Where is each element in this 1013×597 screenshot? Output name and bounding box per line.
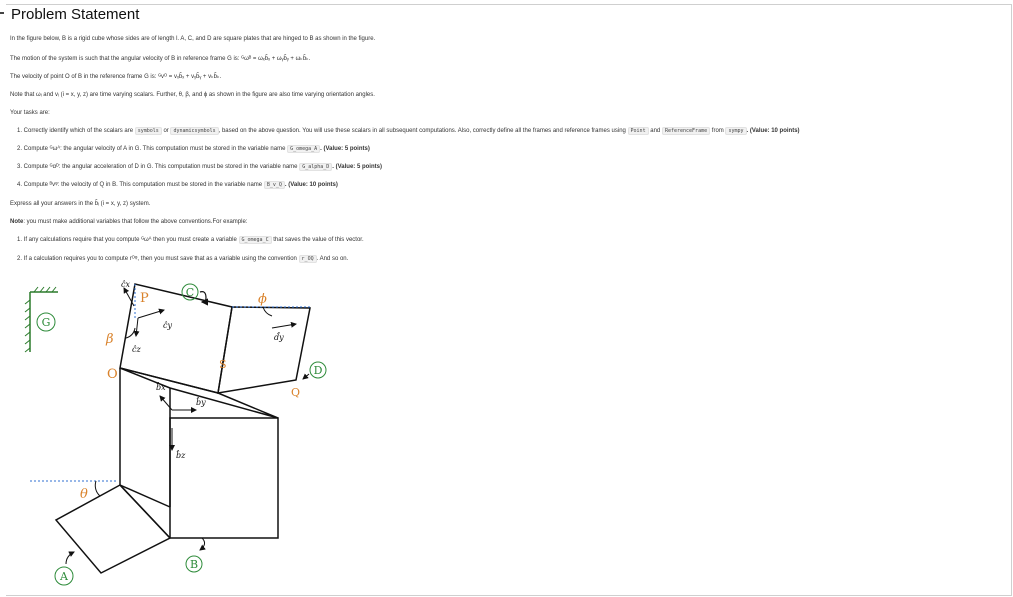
vector-by-label: b̂y (196, 398, 206, 407)
task-3: 3. Compute ᴳαᴰ: the angular acceleration of D in G. This computation must be stored in the variable name G_alpha_D . (Value: 5 points) (17, 164, 382, 170)
plate-d (218, 307, 310, 393)
paragraph-5: Your tasks are: (10, 110, 50, 116)
label-s: S (219, 358, 227, 371)
paragraph-2: The motion of the system is such that the angular velocity of B in reference frame G is: ᴳωᴮ = ωₓb̂ₓ + ωᵧb̂ᵧ + ωₖb̂ₖ. (10, 56, 311, 62)
cube-b (120, 368, 278, 538)
section-marker (0, 12, 4, 14)
vector-bx-label: b̂x (156, 383, 166, 392)
label-b: B (189, 558, 199, 571)
label-theta: θ (80, 487, 88, 502)
plate-a (56, 485, 170, 573)
paragraph-4: Note that ωᵢ and vᵢ (i = x, y, z) are time varying scalars. Further, θ, β, and ϕ as shown in the figure are also time varying orientation angles. (10, 92, 375, 98)
label-c: C (185, 286, 195, 299)
vector-dy-arrow (272, 324, 296, 328)
vector-cy-arrow (138, 310, 164, 318)
label-phi: ϕ (258, 292, 267, 307)
vector-cz-arrow (136, 318, 138, 336)
code-r-oq: r_OQ (299, 255, 317, 263)
note-1: 1. If any calculations require that you compute ᴳωᴬ then you must create a variable G_omega_C that saves the value of this vector. (17, 237, 364, 243)
task-2: 2. Compute ᴳωᴬ: the angular velocity of A in G. This computation must be stored in the variable name G_omega_A . (Value: 5 points) (17, 146, 370, 152)
label-q: Q (291, 386, 301, 399)
note-line: Note: you must make additional variables that follow the above conventions.For example: (10, 219, 248, 225)
a-leader (66, 552, 74, 564)
code-sympy: sympy (725, 127, 746, 135)
code-referenceframe: ReferenceFrame (662, 127, 710, 135)
plate-c (120, 284, 232, 393)
express-line: Express all your answers in the b̂ᵢ (i = x, y, z) system. (10, 201, 151, 207)
d-leader (303, 374, 309, 379)
label-beta: β (106, 332, 114, 347)
code-symbols: symbols (135, 127, 162, 135)
note-2: 2. If a calculation requires you to compute rᴼᵠ, then you must save that as a variable using the convention r_OQ . And so on. (17, 256, 349, 262)
task-1: 1. Correctly identify which of the scalars are symbols or dynamicsymbols , based on the above question. You will use these scalars in all subsequent computations. Also, correctly define all the frames and reference frames using Point and ReferenceFrame from sympy . (Value: 10 points) (17, 128, 800, 134)
vector-bz-label: b̂z (176, 451, 186, 460)
label-a: A (60, 570, 68, 583)
code-point: Point (628, 127, 649, 135)
code-g-omega-c: G_omega_C (239, 236, 272, 244)
phi-arc (263, 307, 272, 316)
vector-cy-label: ĉy (163, 321, 172, 330)
page-title: Problem Statement (11, 6, 140, 23)
task-4: 4. Compute ᴮvᵠ: the velocity of Q in B. This computation must be stored in the variable name B_v_Q . (Value: 10 points) (17, 182, 338, 188)
code-g-alpha-d: G_alpha_D (299, 163, 332, 171)
mechanism-figure (0, 270, 360, 597)
vector-cx-label: ĉx (121, 280, 130, 289)
vector-dy-label: d̂y (274, 333, 284, 342)
code-dynamicsymbols: dynamicsymbols (170, 127, 218, 135)
label-d: D (313, 364, 323, 377)
theta-arc (95, 481, 100, 496)
b-leader (200, 538, 205, 550)
code-g-omega-a: G_omega_A (287, 145, 320, 153)
label-o: O (107, 367, 118, 382)
label-p: P (140, 291, 149, 306)
vector-cz-label: ĉz (132, 345, 141, 354)
paragraph-1: In the figure below, B is a rigid cube whose sides are of length l. A, C, and D are square plates that are hinged to B as shown in the figure. (10, 36, 376, 42)
label-g: G (41, 316, 51, 329)
paragraph-3: The velocity of point O of B in the reference frame G is: ᴳvᴼ = vₓb̂ₓ + vᵧb̂ᵧ + vₖb̂ₖ. (10, 74, 222, 80)
code-b-v-q: B_v_Q (264, 181, 285, 189)
